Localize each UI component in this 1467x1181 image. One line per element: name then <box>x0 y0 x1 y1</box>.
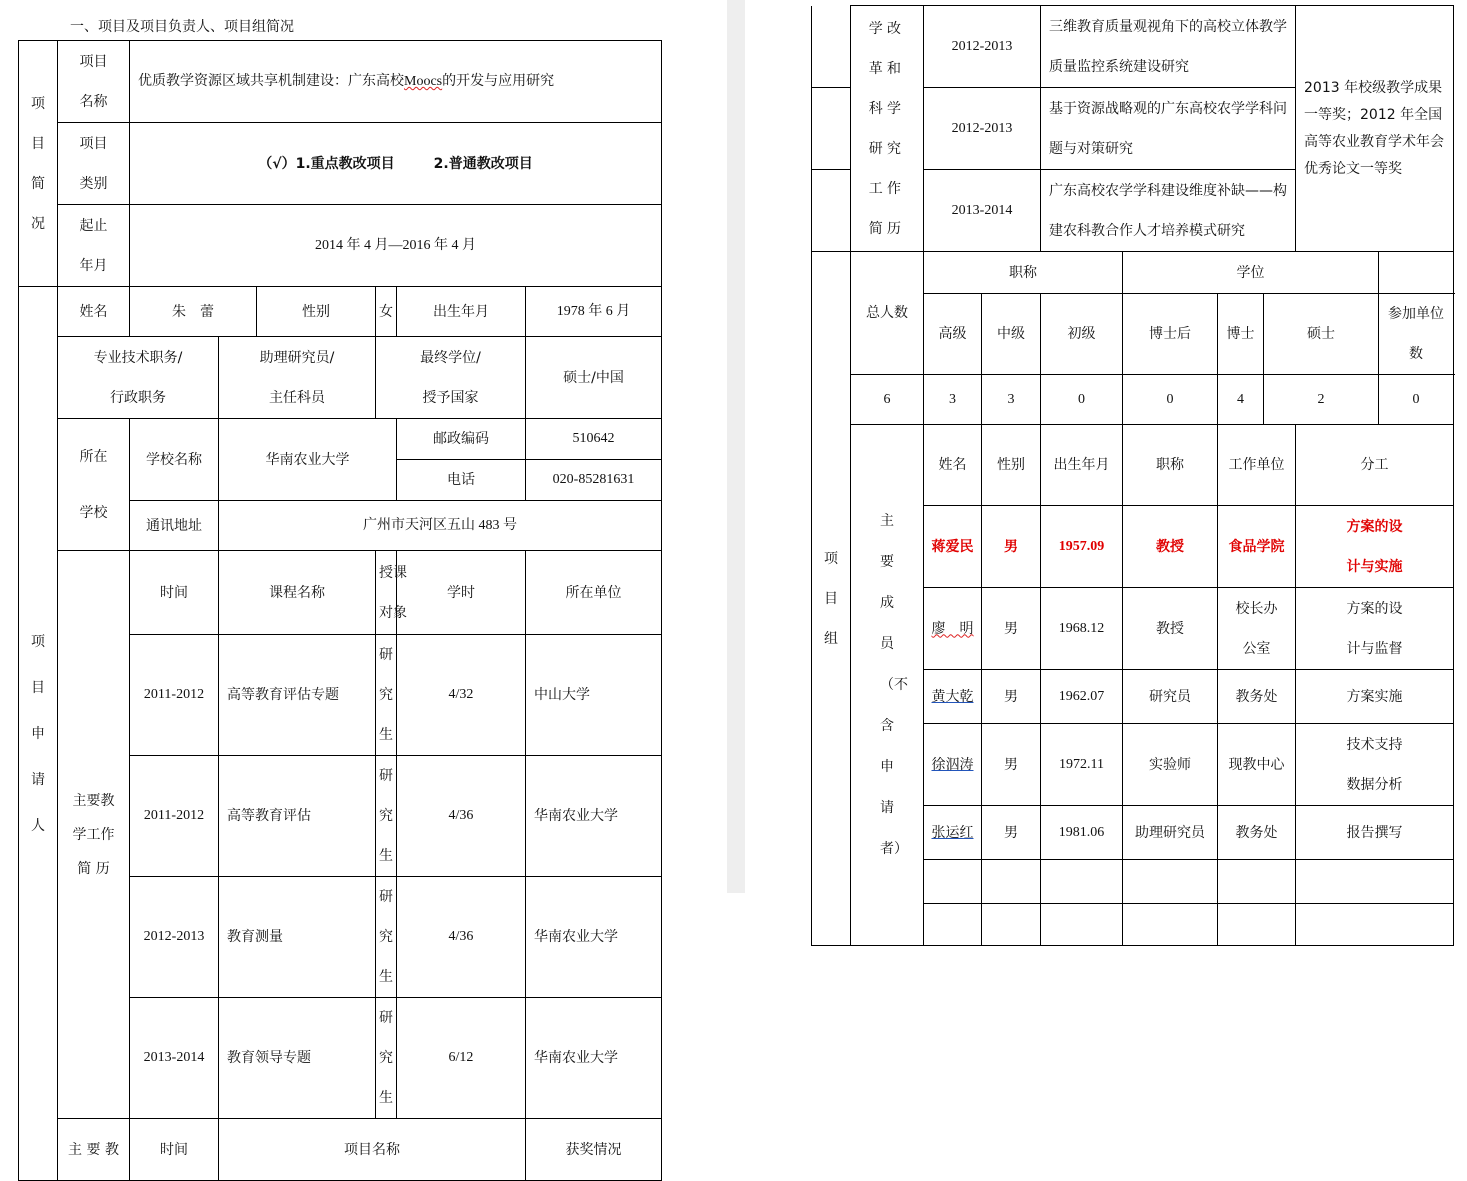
school-group-label: 所在学校 <box>58 419 130 551</box>
teaching-target: 研究生 <box>376 998 397 1119</box>
member-name: 廖 明 <box>924 588 982 670</box>
member-header-title: 职称 <box>1123 425 1218 506</box>
research-time: 2012-2013 <box>924 88 1041 170</box>
research-header-time: 时间 <box>130 1119 219 1181</box>
teaching-time: 2011-2012 <box>130 635 219 756</box>
period-label: 起止年月 <box>58 205 130 287</box>
stat-header-middle: 中级 <box>982 294 1041 375</box>
title-group-label: 职称 <box>924 252 1123 294</box>
member-unit: 教务处 <box>1218 670 1296 724</box>
total-label: 总人数 <box>851 252 924 375</box>
research-section-label: 学改革和科学研究工作简历 <box>851 6 924 252</box>
stat-header-junior: 初级 <box>1041 294 1123 375</box>
stat-header-units: 参加单位数 <box>1379 294 1454 375</box>
stat-units: 0 <box>1379 375 1454 425</box>
period-value: 2014 年 4 月—2016 年 4 月 <box>130 205 662 287</box>
section-project-label: 项目简况 <box>19 41 58 287</box>
degree-value: 硕士/中国 <box>526 337 662 419</box>
empty-cell <box>1296 860 1454 904</box>
member-gender: 男 <box>982 588 1041 670</box>
member-role: 方案实施 <box>1296 670 1454 724</box>
member-unit: 现教中心 <box>1218 724 1296 806</box>
teaching-unit: 华南农业大学 <box>526 756 662 877</box>
teaching-unit: 华南农业大学 <box>526 877 662 998</box>
teaching-hours: 4/36 <box>397 756 526 877</box>
group-table <box>811 5 1454 946</box>
member-title: 研究员 <box>1123 670 1218 724</box>
research-project: 三维教育质量观视角下的高校立体教学质量监控系统建设研究 <box>1041 6 1296 88</box>
member-role: 报告撰写 <box>1296 806 1454 860</box>
member-gender: 男 <box>982 670 1041 724</box>
document-page-left <box>0 0 727 1158</box>
member-header-role: 分工 <box>1296 425 1454 506</box>
member-header-gender: 性别 <box>982 425 1041 506</box>
member-header-name: 姓名 <box>924 425 982 506</box>
member-gender: 男 <box>982 806 1041 860</box>
empty-cell <box>982 904 1041 946</box>
birth-value: 1978 年 6 月 <box>526 287 662 337</box>
document-page-right <box>745 0 1467 893</box>
empty-cell <box>1041 860 1123 904</box>
member-birth: 1972.11 <box>1041 724 1123 806</box>
address-label: 通讯地址 <box>130 501 219 551</box>
member-title: 助理研究员 <box>1123 806 1218 860</box>
teaching-header-course: 课程名称 <box>219 551 376 635</box>
school-name-value: 华南农业大学 <box>219 419 397 501</box>
empty-cell <box>1123 860 1218 904</box>
research-label-fragment: 主 要 教 <box>58 1119 130 1181</box>
birth-label: 出生年月 <box>397 287 526 337</box>
blank-cell <box>812 6 851 88</box>
page-gap <box>727 0 745 893</box>
member-title: 教授 <box>1123 588 1218 670</box>
member-title: 实验师 <box>1123 724 1218 806</box>
stat-middle: 3 <box>982 375 1041 425</box>
teaching-header-hours: 学时 <box>397 551 526 635</box>
stat-header-master: 硕士 <box>1264 294 1379 375</box>
teaching-course: 教育测量 <box>219 877 376 998</box>
project-table <box>18 40 662 1181</box>
empty-cell <box>924 904 982 946</box>
empty-cell <box>1218 904 1296 946</box>
teaching-course: 教育领导专题 <box>219 998 376 1119</box>
teaching-header-unit: 所在单位 <box>526 551 662 635</box>
project-type-label: 项目类别 <box>58 123 130 205</box>
teaching-target: 研究生 <box>376 756 397 877</box>
stat-master: 2 <box>1264 375 1379 425</box>
member-name: 蒋爱民 <box>924 506 982 588</box>
teaching-course: 高等教育评估 <box>219 756 376 877</box>
member-header-unit: 工作单位 <box>1218 425 1296 506</box>
teaching-history-label: 主要教学工作简 历 <box>58 551 130 1119</box>
empty-cell <box>1123 904 1218 946</box>
phone-value: 020-85281631 <box>526 460 662 501</box>
stat-junior: 0 <box>1041 375 1123 425</box>
member-header-birth: 出生年月 <box>1041 425 1123 506</box>
phone-label: 电话 <box>397 460 526 501</box>
project-type-value: （√）1.重点教改项目 2.普通教改项目 <box>130 123 662 205</box>
teaching-target: 研究生 <box>376 877 397 998</box>
teaching-header-target: 授课对象 <box>376 551 397 635</box>
stat-header-senior: 高级 <box>924 294 982 375</box>
teaching-time: 2011-2012 <box>130 756 219 877</box>
name-label: 姓名 <box>58 287 130 337</box>
empty-cell <box>1218 860 1296 904</box>
teaching-hours: 4/36 <box>397 877 526 998</box>
gender-value: 女 <box>376 287 397 337</box>
research-time: 2013-2014 <box>924 170 1041 252</box>
section-heading: 一、项目及项目负责人、项目组简况 <box>70 19 294 35</box>
gender-label: 性别 <box>257 287 376 337</box>
blank-cell <box>812 88 851 170</box>
member-role: 技术支持数据分析 <box>1296 724 1454 806</box>
degree-group-label: 学位 <box>1123 252 1379 294</box>
title-value: 助理研究员/主任科员 <box>219 337 376 419</box>
member-birth: 1957.09 <box>1041 506 1123 588</box>
member-title: 教授 <box>1123 506 1218 588</box>
empty-header <box>1379 252 1454 294</box>
member-birth: 1981.06 <box>1041 806 1123 860</box>
empty-cell <box>924 860 982 904</box>
stat-phd: 4 <box>1218 375 1264 425</box>
member-birth: 1968.12 <box>1041 588 1123 670</box>
group-label: 项目组 <box>812 252 851 946</box>
teaching-time: 2013-2014 <box>130 998 219 1119</box>
teaching-target: 研究生 <box>376 635 397 756</box>
research-header-project: 项目名称 <box>219 1119 526 1181</box>
research-time: 2012-2013 <box>924 6 1041 88</box>
research-project: 广东高校农学学科建设维度补缺——构建农科教合作人才培养模式研究 <box>1041 170 1296 252</box>
school-name-label: 学校名称 <box>130 419 219 501</box>
empty-cell <box>982 860 1041 904</box>
research-header-award: 获奖情况 <box>526 1119 662 1181</box>
member-name: 黄大乾 <box>924 670 982 724</box>
member-unit: 教务处 <box>1218 806 1296 860</box>
project-name-label: 项目名称 <box>58 41 130 123</box>
members-label: 主要成员（不含申请者） <box>851 425 924 946</box>
empty-cell <box>1041 904 1123 946</box>
member-name: 张运红 <box>924 806 982 860</box>
member-gender: 男 <box>982 506 1041 588</box>
teaching-time: 2012-2013 <box>130 877 219 998</box>
member-birth: 1962.07 <box>1041 670 1123 724</box>
name-value: 朱 蕾 <box>130 287 257 337</box>
teaching-header-time: 时间 <box>130 551 219 635</box>
section-applicant-label: 项目申请人 <box>19 287 58 1181</box>
blank-cell <box>812 170 851 252</box>
research-project: 基于资源战略观的广东高校农学学科问题与对策研究 <box>1041 88 1296 170</box>
research-awards: 2013 年校级教学成果一等奖；2012 年全国高等农业教育学术年会优秀论文一等奖 <box>1296 6 1454 252</box>
title-label: 专业技术职务/行政职务 <box>58 337 219 419</box>
teaching-unit: 中山大学 <box>526 635 662 756</box>
stat-header-phd: 博士 <box>1218 294 1264 375</box>
teaching-hours: 6/12 <box>397 998 526 1119</box>
member-gender: 男 <box>982 724 1041 806</box>
teaching-hours: 4/32 <box>397 635 526 756</box>
member-unit: 食品学院 <box>1218 506 1296 588</box>
project-name-value: 优质教学资源区域共享机制建设：广东高校Moocs的开发与应用研究 <box>130 41 662 123</box>
stat-header-postdoc: 博士后 <box>1123 294 1218 375</box>
teaching-course: 高等教育评估专题 <box>219 635 376 756</box>
member-role: 方案的设计与实施 <box>1296 506 1454 588</box>
postcode-label: 邮政编码 <box>397 419 526 460</box>
postcode-value: 510642 <box>526 419 662 460</box>
member-unit: 校长办公室 <box>1218 588 1296 670</box>
stat-postdoc: 0 <box>1123 375 1218 425</box>
stat-total: 6 <box>851 375 924 425</box>
address-value: 广州市天河区五山 483 号 <box>219 501 662 551</box>
member-name: 徐泅涛 <box>924 724 982 806</box>
empty-cell <box>1296 904 1454 946</box>
member-role: 方案的设计与监督 <box>1296 588 1454 670</box>
teaching-unit: 华南农业大学 <box>526 998 662 1119</box>
stat-senior: 3 <box>924 375 982 425</box>
degree-label: 最终学位/授予国家 <box>376 337 526 419</box>
